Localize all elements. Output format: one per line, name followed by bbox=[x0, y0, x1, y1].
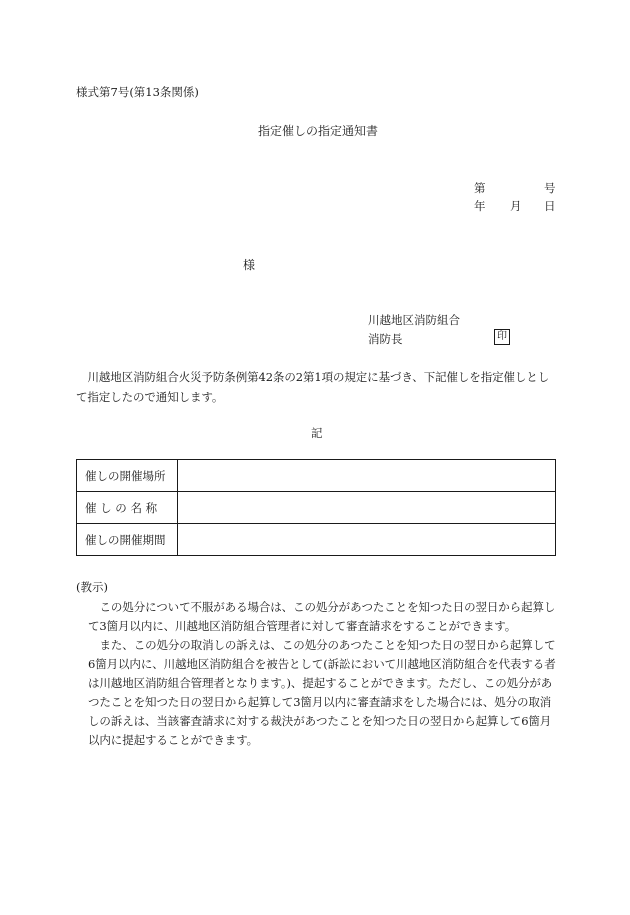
row-label-name: 催 し の 名 称 bbox=[77, 492, 178, 524]
row-value-venue[interactable] bbox=[178, 460, 556, 492]
row-label-period: 催しの開催期間 bbox=[77, 524, 178, 556]
body-text: 川越地区消防組合火災予防条例第42条の2第1項の規定に基づき、下記催しを指定催しとして指定したので通知します。 bbox=[76, 370, 550, 404]
table-row bbox=[77, 492, 556, 524]
instruction-heading: (教示) bbox=[76, 580, 108, 594]
form-number: 様式第7号(第13条関係) bbox=[76, 85, 199, 99]
table-row bbox=[77, 460, 556, 492]
instruction-paragraph-1: この処分について不服がある場合は、この処分があつたことを知つた日の翌日から起算して3箇月以内に、川越地区消防組合管理者に対して審査請求をすることができます。 bbox=[88, 600, 556, 633]
issuer-title: 消防長 bbox=[368, 332, 403, 346]
row-value-period[interactable] bbox=[178, 524, 556, 556]
document-title: 指定催しの指定通知書 bbox=[258, 124, 379, 138]
date-month-label: 月 bbox=[510, 199, 522, 213]
event-details-table bbox=[76, 459, 556, 556]
issuer-organization: 川越地区消防組合 bbox=[368, 313, 460, 327]
row-label-venue: 催しの開催場所 bbox=[77, 460, 178, 492]
table-row bbox=[77, 524, 556, 556]
ki-heading: 記 bbox=[311, 426, 323, 440]
number-suffix-label: 号 bbox=[544, 181, 556, 195]
instruction-paragraph-2: また、この処分の取消しの訴えは、この処分のあつたことを知つた日の翌日から起算して6箇月以内に、川越地区消防組合を被告として(訴訟において川越地区消防組合を代表する者は川越地区消防組合管理者となります。)、提起することができます。ただし、この処分があつたことを知つた日の翌日から起算して3箇月以内に審査請求をした場合には、処分の取消しの訴えは、当該審査請求に対する裁決があつたことを知つた日の翌日から起算して6箇月以内に提起することができます。 bbox=[88, 638, 556, 747]
addressee-suffix: 様 bbox=[243, 258, 256, 272]
row-value-name[interactable] bbox=[178, 492, 556, 524]
date-day-label: 日 bbox=[544, 199, 556, 213]
date-year-label: 年 bbox=[474, 199, 486, 213]
seal-mark: 印 bbox=[494, 329, 510, 345]
number-prefix-label: 第 bbox=[474, 181, 486, 195]
